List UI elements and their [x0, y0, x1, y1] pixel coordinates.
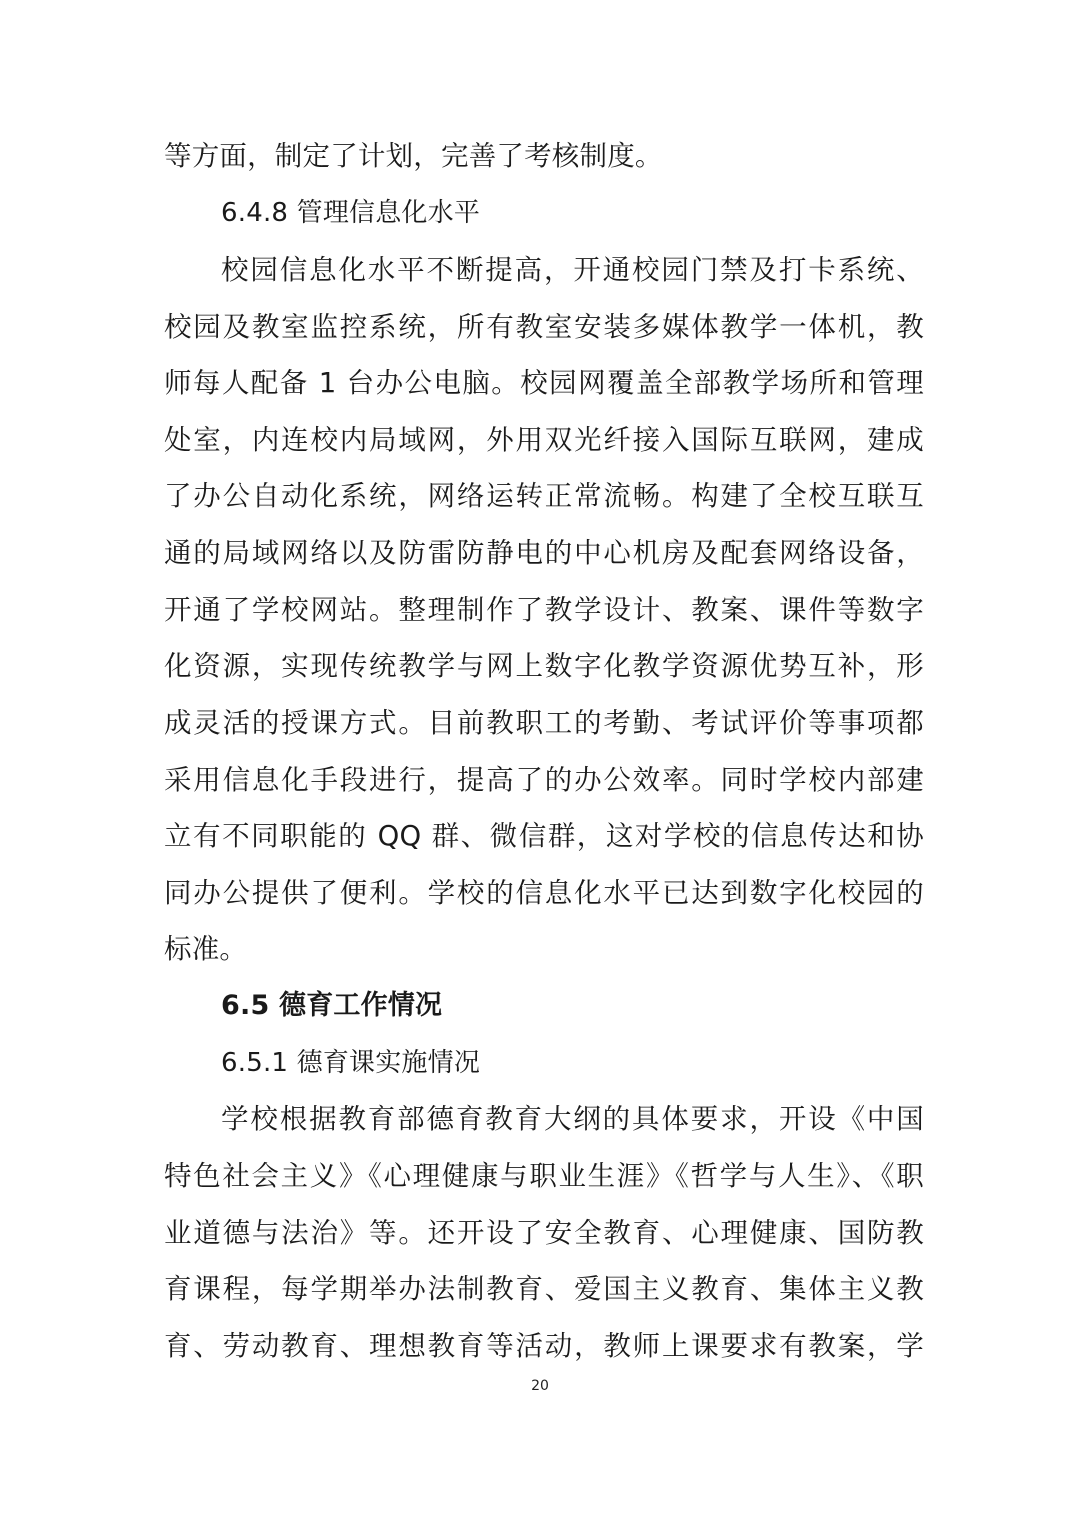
paragraph-line: 处室，内连校内局域网，外用双光纤接入国际互联网，建成: [164, 424, 924, 456]
paragraph-line: 同办公提供了便利。学校的信息化水平已达到数字化校园的: [164, 877, 924, 909]
paragraph-line: 采用信息化手段进行，提高了的办公效率。同时学校内部建: [164, 764, 924, 796]
paragraph-line: 了办公自动化系统，网络运转正常流畅。构建了全校互联互: [164, 480, 924, 512]
paragraph-line: 成灵活的授课方式。目前教职工的考勤、考试评价等事项都: [164, 707, 924, 739]
section-heading-6-5-1: 6.5.1 德育课实施情况: [221, 1048, 481, 1078]
paragraph-line: 业道德与法治》等。还开设了安全教育、心理健康、国防教: [164, 1217, 924, 1249]
page-number: 20: [531, 1378, 549, 1394]
section-heading-6-4-8: 6.4.8 管理信息化水平: [221, 198, 481, 228]
paragraph-line: 学校根据教育部德育教育大纲的具体要求，开设《中国: [221, 1103, 924, 1135]
section-heading-6-5: 6.5 德育工作情况: [221, 990, 443, 1021]
paragraph-line: 通的局域网络以及防雷防静电的中心机房及配套网络设备，: [164, 537, 924, 569]
paragraph-line: 师每人配备 1 台办公电脑。校园网覆盖全部教学场所和管理: [164, 367, 924, 399]
paragraph-line: 校园及教室监控系统，所有教室安装多媒体教学一体机，教: [164, 311, 924, 343]
paragraph-line: 育、劳动教育、理想教育等活动，教师上课要求有教案，学: [164, 1330, 924, 1362]
paragraph-line: 开通了学校网站。整理制作了教学设计、教案、课件等数字: [164, 594, 924, 626]
paragraph-line: 育课程，每学期举办法制教育、爱国主义教育、集体主义教: [164, 1273, 924, 1305]
paragraph-line: 特色社会主义》《心理健康与职业生涯》《哲学与人生》、《职: [164, 1160, 924, 1192]
paragraph-line: 标准。: [164, 933, 248, 965]
paragraph-line: 等方面，制定了计划，完善了考核制度。: [164, 140, 663, 172]
paragraph-line: 立有不同职能的 QQ 群、微信群，这对学校的信息传达和协: [164, 820, 924, 852]
paragraph-line: 化资源，实现传统教学与网上数字化教学资源优势互补，形: [164, 650, 924, 682]
paragraph-line: 校园信息化水平不断提高，开通校园门禁及打卡系统、: [221, 254, 924, 286]
